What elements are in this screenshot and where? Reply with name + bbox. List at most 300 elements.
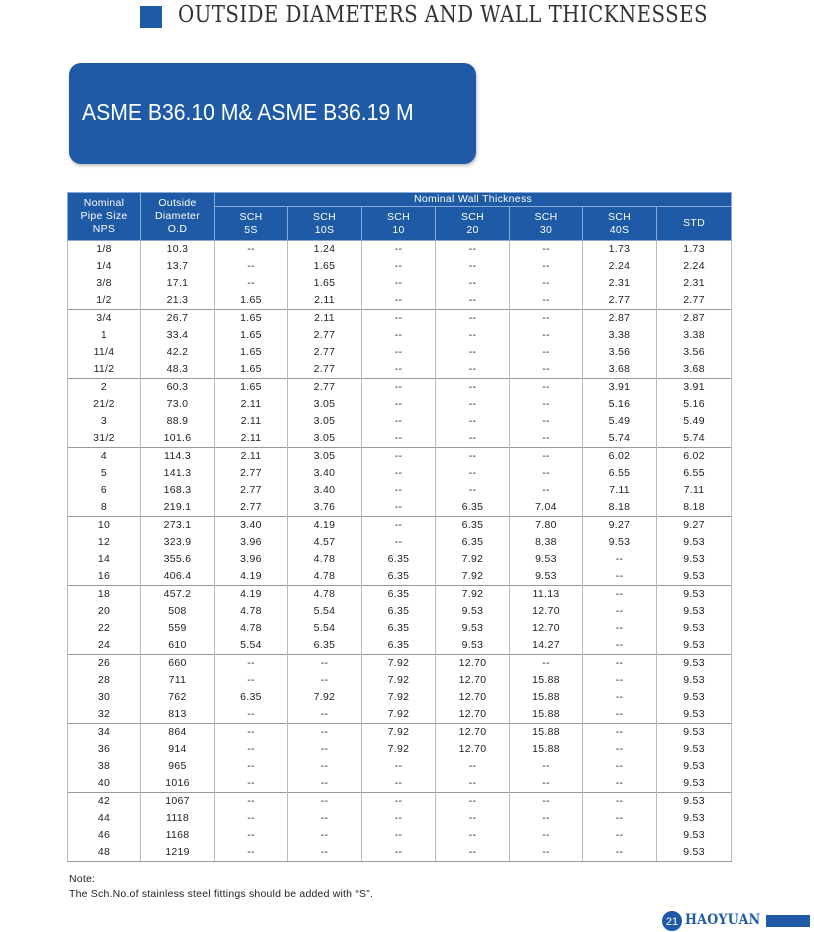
cell-od: 13.7 (141, 258, 215, 275)
cell-sch-10s: 6.35 (288, 637, 362, 655)
cell-nps: 20 (68, 603, 141, 620)
cell-od: 21.3 (141, 292, 215, 310)
title-square-marker (140, 6, 162, 28)
cell-sch-10s: 3.05 (288, 413, 362, 430)
table-row (68, 499, 732, 517)
cell-sch-30: -- (510, 292, 583, 310)
table-row (68, 327, 732, 344)
cell-sch-5s: 2.77 (215, 482, 288, 499)
cell-sch-10s: 4.19 (288, 517, 362, 535)
cell-sch-10s: -- (288, 655, 362, 673)
cell-sch-40s: -- (583, 655, 657, 673)
standard-banner (69, 63, 476, 164)
cell-sch-20: -- (436, 327, 510, 344)
cell-sch-30: -- (510, 310, 583, 328)
cell-nps: 30 (68, 689, 141, 706)
cell-std: 3.91 (657, 379, 732, 397)
header-sch-5s: SCH 5S (215, 207, 288, 241)
cell-od: 711 (141, 672, 215, 689)
table-row (68, 241, 732, 259)
cell-sch-30: -- (510, 361, 583, 379)
cell-sch-10: -- (362, 361, 436, 379)
cell-sch-20: 6.35 (436, 499, 510, 517)
cell-nps: 24 (68, 637, 141, 655)
cell-nps: 16 (68, 568, 141, 586)
cell-nps: 3/8 (68, 275, 141, 292)
table-row (68, 844, 732, 862)
cell-od: 813 (141, 706, 215, 724)
cell-sch-5s: 2.77 (215, 465, 288, 482)
cell-sch-5s: -- (215, 706, 288, 724)
cell-nps: 38 (68, 758, 141, 775)
footnote-text: The Sch.No.of stainless steel fittings should be added with “S”. (69, 888, 374, 900)
cell-sch-10: -- (362, 310, 436, 328)
cell-sch-20: 9.53 (436, 603, 510, 620)
cell-std: 9.53 (657, 741, 732, 758)
cell-sch-5s: -- (215, 810, 288, 827)
cell-sch-10: -- (362, 241, 436, 259)
cell-od: 508 (141, 603, 215, 620)
table-row (68, 361, 732, 379)
cell-std: 1.73 (657, 241, 732, 259)
cell-od: 1168 (141, 827, 215, 844)
cell-sch-30: 12.70 (510, 620, 583, 637)
cell-sch-10: -- (362, 758, 436, 775)
cell-sch-30: 9.53 (510, 551, 583, 568)
table-row (68, 258, 732, 275)
cell-sch-10s: 4.78 (288, 586, 362, 604)
cell-sch-30: -- (510, 655, 583, 673)
cell-sch-40s: -- (583, 689, 657, 706)
cell-sch-20: -- (436, 448, 510, 466)
header-nominal-pipe-size: Nominal Pipe Size NPS (68, 193, 141, 241)
cell-sch-10: 7.92 (362, 724, 436, 742)
header-sch-20: SCH 20 (436, 207, 510, 241)
cell-sch-40s: 2.87 (583, 310, 657, 328)
cell-sch-10s: -- (288, 741, 362, 758)
cell-nps: 3/4 (68, 310, 141, 328)
cell-sch-30: -- (510, 482, 583, 499)
cell-nps: 36 (68, 741, 141, 758)
cell-sch-10: 7.92 (362, 706, 436, 724)
cell-sch-20: -- (436, 241, 510, 259)
cell-sch-10: 6.35 (362, 637, 436, 655)
cell-sch-10s: 5.54 (288, 620, 362, 637)
header-sch-40s: SCH 40S (583, 207, 657, 241)
cell-od: 42.2 (141, 344, 215, 361)
cell-od: 457.2 (141, 586, 215, 604)
table-row (68, 413, 732, 430)
table-body (68, 241, 732, 862)
cell-nps: 26 (68, 655, 141, 673)
cell-sch-20: 12.70 (436, 706, 510, 724)
cell-sch-40s: 5.16 (583, 396, 657, 413)
cell-sch-5s: -- (215, 655, 288, 673)
cell-sch-30: -- (510, 430, 583, 448)
cell-od: 762 (141, 689, 215, 706)
footnote (69, 872, 373, 902)
cell-sch-30: -- (510, 275, 583, 292)
cell-sch-20: -- (436, 775, 510, 793)
cell-sch-30: 14.27 (510, 637, 583, 655)
cell-sch-30: -- (510, 258, 583, 275)
cell-sch-10: -- (362, 327, 436, 344)
cell-std: 9.53 (657, 758, 732, 775)
cell-sch-20: -- (436, 258, 510, 275)
cell-sch-30: 7.80 (510, 517, 583, 535)
header-sch-30: SCH 30 (510, 207, 583, 241)
cell-sch-30: 11.13 (510, 586, 583, 604)
cell-sch-5s: 4.78 (215, 620, 288, 637)
header-sch-10s: SCH 10S (288, 207, 362, 241)
cell-sch-20: -- (436, 844, 510, 862)
cell-nps: 11/2 (68, 361, 141, 379)
cell-sch-10s: -- (288, 758, 362, 775)
cell-sch-5s: 1.65 (215, 344, 288, 361)
cell-sch-40s: 3.38 (583, 327, 657, 344)
cell-od: 323.9 (141, 534, 215, 551)
table-row (68, 534, 732, 551)
cell-std: 9.53 (657, 724, 732, 742)
table-row (68, 551, 732, 568)
cell-sch-5s: 1.65 (215, 379, 288, 397)
cell-nps: 1 (68, 327, 141, 344)
cell-std: 9.53 (657, 706, 732, 724)
table-row (68, 448, 732, 466)
cell-sch-40s: 6.02 (583, 448, 657, 466)
cell-sch-20: 12.70 (436, 672, 510, 689)
cell-sch-40s: 3.68 (583, 361, 657, 379)
cell-od: 141.3 (141, 465, 215, 482)
cell-sch-40s: -- (583, 827, 657, 844)
cell-sch-5s: 2.11 (215, 430, 288, 448)
table-row (68, 465, 732, 482)
cell-sch-40s: -- (583, 758, 657, 775)
cell-sch-40s: -- (583, 741, 657, 758)
cell-std: 2.31 (657, 275, 732, 292)
cell-sch-5s: -- (215, 758, 288, 775)
cell-sch-30: 15.88 (510, 706, 583, 724)
cell-sch-40s: 5.74 (583, 430, 657, 448)
cell-std: 2.24 (657, 258, 732, 275)
cell-nps: 1/8 (68, 241, 141, 259)
cell-od: 33.4 (141, 327, 215, 344)
cell-nps: 34 (68, 724, 141, 742)
cell-std: 9.53 (657, 620, 732, 637)
cell-sch-10s: -- (288, 844, 362, 862)
cell-sch-10s: -- (288, 793, 362, 811)
cell-std: 5.16 (657, 396, 732, 413)
cell-sch-20: -- (436, 413, 510, 430)
table-row (68, 292, 732, 310)
cell-sch-40s: -- (583, 586, 657, 604)
cell-nps: 1/2 (68, 292, 141, 310)
cell-sch-10: -- (362, 793, 436, 811)
cell-sch-30: -- (510, 810, 583, 827)
cell-nps: 1/4 (68, 258, 141, 275)
cell-od: 1067 (141, 793, 215, 811)
cell-std: 9.53 (657, 534, 732, 551)
cell-sch-5s: -- (215, 258, 288, 275)
cell-sch-10: 6.35 (362, 620, 436, 637)
cell-sch-10s: 1.65 (288, 258, 362, 275)
cell-sch-20: -- (436, 396, 510, 413)
cell-sch-10s: 1.65 (288, 275, 362, 292)
cell-sch-20: 12.70 (436, 741, 510, 758)
cell-sch-10: 6.35 (362, 603, 436, 620)
brand-name: HAOYUAN (685, 912, 761, 928)
page-title: OUTSIDE DIAMETERS AND WALL THICKNESSES (178, 2, 708, 28)
cell-sch-30: 12.70 (510, 603, 583, 620)
cell-od: 26.7 (141, 310, 215, 328)
cell-sch-20: 12.70 (436, 689, 510, 706)
cell-od: 965 (141, 758, 215, 775)
cell-sch-30: -- (510, 758, 583, 775)
table-row (68, 655, 732, 673)
cell-sch-10s: 4.57 (288, 534, 362, 551)
cell-sch-10s: 2.77 (288, 344, 362, 361)
footnote-label: Note: (69, 873, 96, 885)
cell-sch-10s: 4.78 (288, 551, 362, 568)
table-row (68, 689, 732, 706)
cell-od: 1016 (141, 775, 215, 793)
cell-std: 9.53 (657, 793, 732, 811)
cell-sch-10: -- (362, 844, 436, 862)
cell-sch-10: -- (362, 292, 436, 310)
cell-std: 9.53 (657, 603, 732, 620)
cell-std: 9.53 (657, 568, 732, 586)
table-row (68, 724, 732, 742)
cell-od: 864 (141, 724, 215, 742)
table-row (68, 396, 732, 413)
cell-sch-20: -- (436, 379, 510, 397)
cell-std: 9.53 (657, 844, 732, 862)
cell-std: 9.53 (657, 586, 732, 604)
cell-nps: 10 (68, 517, 141, 535)
cell-sch-20: -- (436, 310, 510, 328)
cell-nps: 8 (68, 499, 141, 517)
cell-sch-20: 6.35 (436, 517, 510, 535)
cell-sch-10: -- (362, 827, 436, 844)
cell-std: 6.55 (657, 465, 732, 482)
cell-sch-40s: 7.11 (583, 482, 657, 499)
cell-sch-10: 6.35 (362, 551, 436, 568)
cell-sch-30: -- (510, 379, 583, 397)
cell-sch-10s: -- (288, 827, 362, 844)
cell-sch-40s: -- (583, 672, 657, 689)
cell-sch-10s: 2.77 (288, 379, 362, 397)
cell-sch-20: -- (436, 793, 510, 811)
cell-sch-40s: 8.18 (583, 499, 657, 517)
cell-std: 9.53 (657, 672, 732, 689)
cell-sch-40s: -- (583, 810, 657, 827)
cell-sch-30: -- (510, 844, 583, 862)
cell-sch-10: -- (362, 448, 436, 466)
brand-bar (766, 915, 810, 927)
cell-od: 1219 (141, 844, 215, 862)
header-std: STD (657, 207, 732, 241)
table-row (68, 568, 732, 586)
cell-sch-40s: -- (583, 568, 657, 586)
table-row (68, 517, 732, 535)
table-row (68, 482, 732, 499)
cell-sch-5s: 1.65 (215, 327, 288, 344)
cell-sch-10s: 2.77 (288, 327, 362, 344)
cell-std: 2.77 (657, 292, 732, 310)
cell-od: 60.3 (141, 379, 215, 397)
cell-sch-10: -- (362, 465, 436, 482)
cell-nps: 6 (68, 482, 141, 499)
cell-sch-10: -- (362, 413, 436, 430)
cell-sch-5s: -- (215, 241, 288, 259)
table-row (68, 741, 732, 758)
cell-sch-20: -- (436, 810, 510, 827)
cell-sch-5s: 2.11 (215, 448, 288, 466)
cell-od: 1118 (141, 810, 215, 827)
cell-od: 17.1 (141, 275, 215, 292)
cell-sch-10: -- (362, 430, 436, 448)
cell-std: 9.53 (657, 637, 732, 655)
cell-sch-5s: -- (215, 724, 288, 742)
footer-brand (662, 911, 814, 931)
cell-sch-40s: -- (583, 706, 657, 724)
cell-sch-10s: 4.78 (288, 568, 362, 586)
cell-sch-30: -- (510, 793, 583, 811)
cell-sch-30: 15.88 (510, 689, 583, 706)
cell-sch-20: 9.53 (436, 637, 510, 655)
table-row (68, 827, 732, 844)
cell-std: 9.53 (657, 810, 732, 827)
wall-thickness-table (67, 192, 732, 862)
cell-sch-5s: -- (215, 275, 288, 292)
cell-sch-40s: 2.77 (583, 292, 657, 310)
cell-sch-30: -- (510, 827, 583, 844)
cell-sch-10s: 2.11 (288, 292, 362, 310)
cell-nps: 5 (68, 465, 141, 482)
table-row (68, 775, 732, 793)
cell-od: 168.3 (141, 482, 215, 499)
cell-sch-10s: 3.76 (288, 499, 362, 517)
cell-sch-10s: -- (288, 775, 362, 793)
cell-sch-30: 15.88 (510, 672, 583, 689)
cell-sch-20: -- (436, 275, 510, 292)
cell-std: 3.56 (657, 344, 732, 361)
cell-nps: 46 (68, 827, 141, 844)
cell-sch-40s: -- (583, 620, 657, 637)
cell-sch-30: 9.53 (510, 568, 583, 586)
cell-nps: 31/2 (68, 430, 141, 448)
cell-sch-10: -- (362, 517, 436, 535)
cell-sch-10: -- (362, 482, 436, 499)
cell-nps: 14 (68, 551, 141, 568)
cell-nps: 28 (68, 672, 141, 689)
cell-sch-10s: 2.77 (288, 361, 362, 379)
standard-banner-text: ASME B36.10 M& ASME B36.19 M (82, 99, 414, 125)
cell-sch-40s: -- (583, 844, 657, 862)
cell-sch-20: 7.92 (436, 586, 510, 604)
cell-sch-10s: -- (288, 672, 362, 689)
cell-std: 9.53 (657, 689, 732, 706)
cell-sch-5s: 1.65 (215, 292, 288, 310)
cell-sch-20: -- (436, 758, 510, 775)
cell-sch-10: 7.92 (362, 655, 436, 673)
cell-sch-10s: 3.40 (288, 482, 362, 499)
cell-std: 3.68 (657, 361, 732, 379)
cell-nps: 4 (68, 448, 141, 466)
cell-sch-5s: 2.11 (215, 396, 288, 413)
cell-sch-5s: -- (215, 775, 288, 793)
cell-sch-10s: 7.92 (288, 689, 362, 706)
cell-sch-10s: 1.24 (288, 241, 362, 259)
cell-sch-5s: 3.96 (215, 534, 288, 551)
cell-sch-10: -- (362, 344, 436, 361)
table-row (68, 620, 732, 637)
cell-sch-40s: -- (583, 793, 657, 811)
cell-sch-5s: -- (215, 827, 288, 844)
cell-std: 6.02 (657, 448, 732, 466)
cell-od: 10.3 (141, 241, 215, 259)
cell-sch-5s: 3.96 (215, 551, 288, 568)
cell-sch-10s: 5.54 (288, 603, 362, 620)
cell-sch-40s: 9.27 (583, 517, 657, 535)
cell-od: 914 (141, 741, 215, 758)
cell-sch-40s: -- (583, 637, 657, 655)
cell-sch-20: 12.70 (436, 724, 510, 742)
cell-sch-5s: 4.19 (215, 586, 288, 604)
cell-sch-20: -- (436, 344, 510, 361)
cell-sch-5s: 3.40 (215, 517, 288, 535)
cell-sch-5s: 4.78 (215, 603, 288, 620)
cell-sch-40s: -- (583, 603, 657, 620)
cell-sch-30: -- (510, 448, 583, 466)
cell-sch-10s: 3.05 (288, 396, 362, 413)
cell-od: 273.1 (141, 517, 215, 535)
header-sch-10: SCH 10 (362, 207, 436, 241)
header-nominal-wall-thickness: Nominal Wall Thickness (215, 193, 732, 207)
cell-sch-10s: -- (288, 810, 362, 827)
cell-sch-5s: -- (215, 793, 288, 811)
cell-sch-10: -- (362, 499, 436, 517)
cell-sch-10: -- (362, 810, 436, 827)
cell-sch-10: 6.35 (362, 586, 436, 604)
cell-std: 9.27 (657, 517, 732, 535)
table-row (68, 586, 732, 604)
table-row (68, 672, 732, 689)
cell-std: 9.53 (657, 655, 732, 673)
cell-sch-30: 15.88 (510, 724, 583, 742)
cell-sch-30: -- (510, 413, 583, 430)
cell-sch-20: 7.92 (436, 568, 510, 586)
cell-nps: 21/2 (68, 396, 141, 413)
cell-od: 73.0 (141, 396, 215, 413)
cell-sch-20: -- (436, 292, 510, 310)
cell-sch-20: 7.92 (436, 551, 510, 568)
cell-sch-30: -- (510, 241, 583, 259)
cell-sch-5s: -- (215, 741, 288, 758)
cell-od: 355.6 (141, 551, 215, 568)
cell-sch-10: -- (362, 379, 436, 397)
cell-sch-10: -- (362, 534, 436, 551)
table-row (68, 706, 732, 724)
cell-sch-5s: 6.35 (215, 689, 288, 706)
table-row (68, 379, 732, 397)
cell-sch-20: -- (436, 482, 510, 499)
table-row (68, 275, 732, 292)
cell-sch-20: -- (436, 827, 510, 844)
cell-std: 9.53 (657, 827, 732, 844)
cell-sch-5s: 2.11 (215, 413, 288, 430)
cell-sch-40s: 5.49 (583, 413, 657, 430)
